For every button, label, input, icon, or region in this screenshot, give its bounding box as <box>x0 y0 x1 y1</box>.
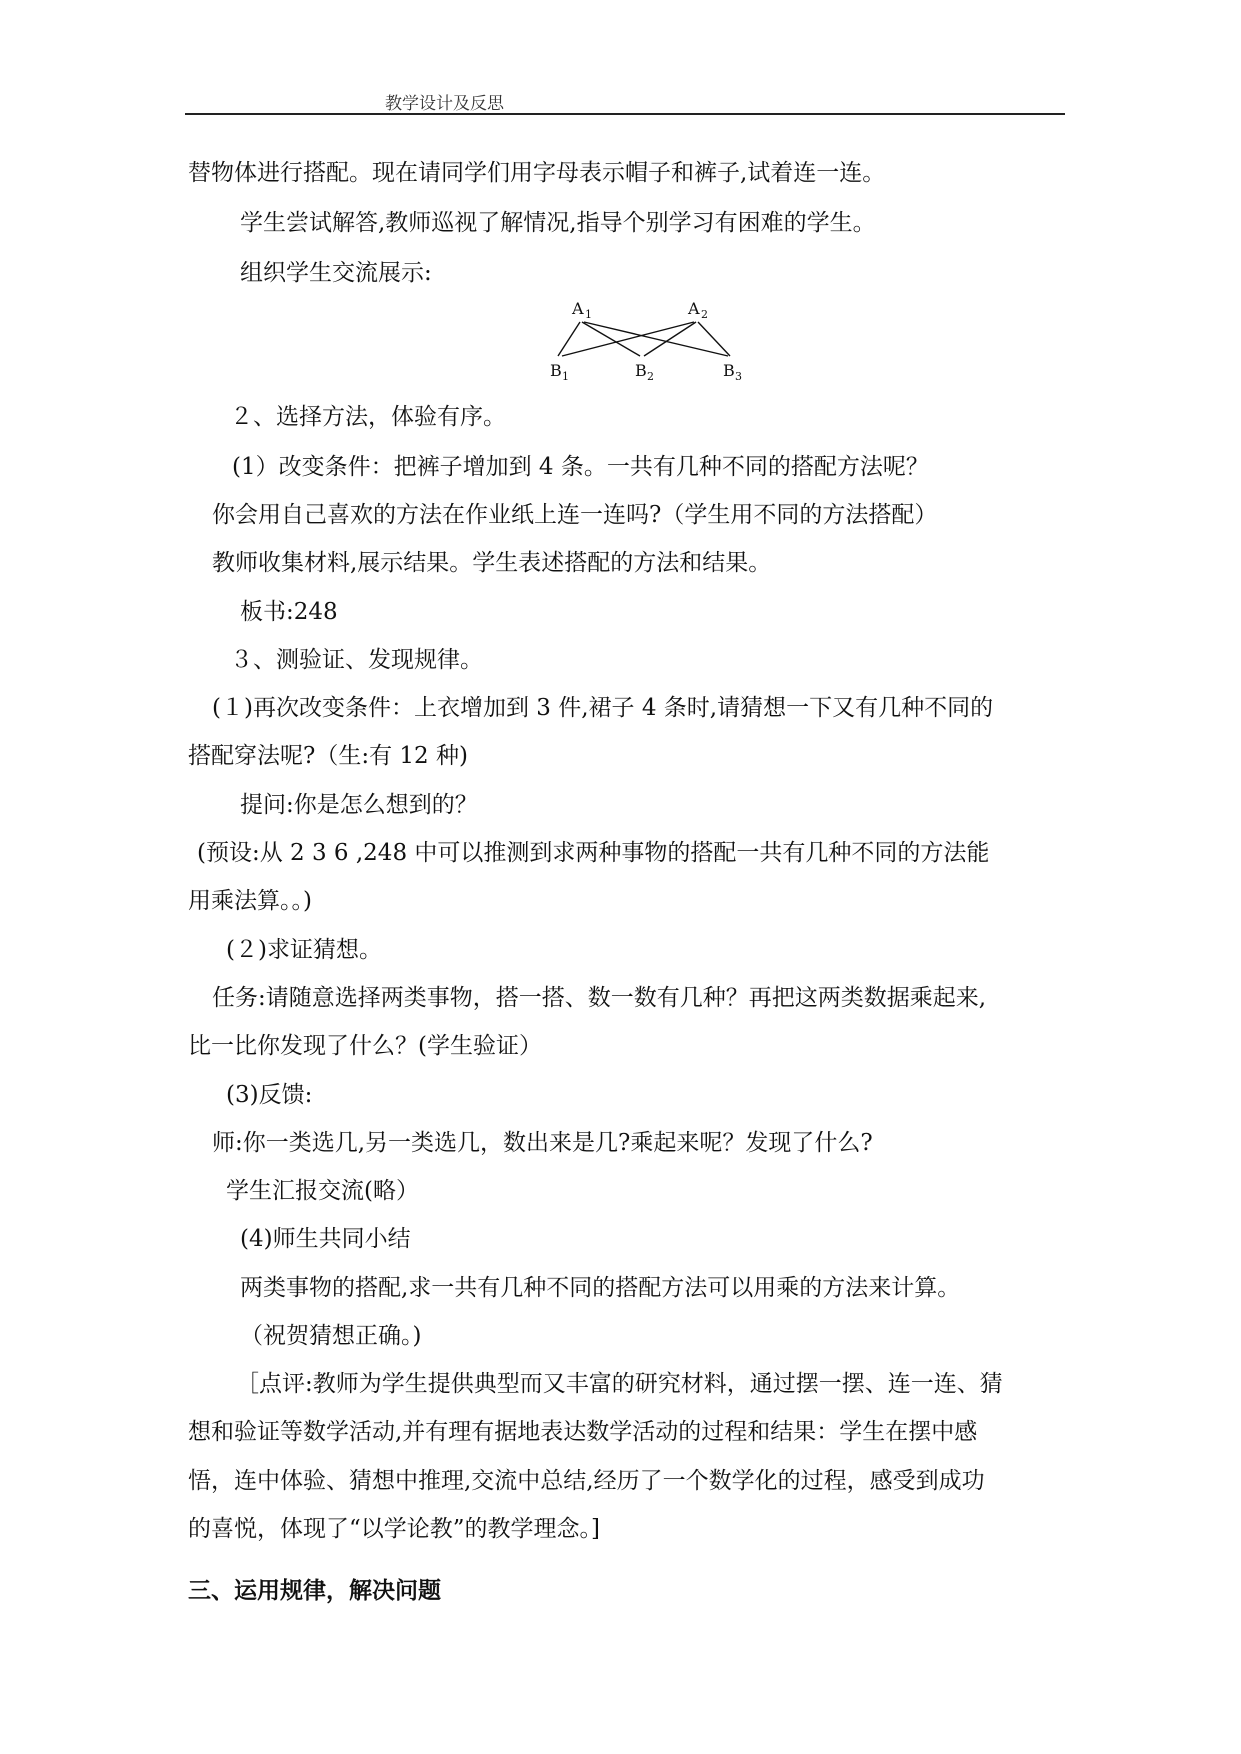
line-a1-b1 <box>558 322 580 356</box>
text-line-15: (２)求证猜想。 <box>226 937 382 963</box>
text-line-12: 提问:你是怎么想到的？ <box>240 792 478 818</box>
svg-text:3: 3 <box>735 370 742 383</box>
line-a2-b3 <box>698 322 730 356</box>
line-a1-b3 <box>584 322 728 356</box>
label-b3 <box>723 361 742 383</box>
text-line-26: 悟，连中体验、猜想中推理,交流中总结,经历了一个数学化的过程，感受到成功 <box>188 1468 985 1494</box>
text-line-22: 两类事物的搭配,求一共有几种不同的搭配方法可以用乘的方法来计算。 <box>240 1275 961 1301</box>
text-line-19: 师:你一类选几,另一类选几，数出来是几?乘起来呢？发现了什么? <box>212 1130 873 1156</box>
matching-diagram <box>540 298 760 388</box>
svg-text:A: A <box>572 299 584 318</box>
svg-text:A: A <box>688 299 700 318</box>
svg-text:B: B <box>723 361 735 380</box>
svg-text:2: 2 <box>647 370 654 383</box>
text-line-6: 你会用自己喜欢的方法在作业纸上连一连吗?（学生用不同的方法搭配） <box>212 502 938 528</box>
label-a2 <box>687 299 708 321</box>
text-line-3: 组织学生交流展示: <box>240 260 432 286</box>
svg-text:1: 1 <box>585 308 592 321</box>
svg-text:B: B <box>550 361 562 380</box>
svg-text:2: 2 <box>701 308 708 321</box>
text-line-4: ２、选择方法，体验有序。 <box>230 404 506 430</box>
text-line-8: 板书:248 <box>240 599 338 625</box>
label-a1 <box>571 299 592 321</box>
label-b2 <box>635 361 654 383</box>
header-rule <box>185 113 1065 115</box>
text-line-25: 想和验证等数学活动,并有理有据地表达数学活动的过程和结果：学生在摆中感 <box>188 1419 978 1445</box>
text-line-23: （祝贺猜想正确。) <box>240 1323 422 1349</box>
text-line-11: 搭配穿法呢?（生:有 12 种) <box>188 743 468 769</box>
section-heading: 三、运用规律，解决问题 <box>188 1578 441 1604</box>
text-line-1: 替物体进行搭配。现在请同学们用字母表示帽子和裤子,试着连一连。 <box>188 160 886 186</box>
text-line-10: (１)再次改变条件：上衣增加到 3 件,裙子 4 条时,请猜想一下又有几种不同的 <box>212 695 994 721</box>
line-a2-b2 <box>644 322 696 356</box>
text-line-16: 任务:请随意选择两类事物，搭一搭、数一数有几种？再把这两类数据乘起来, <box>212 985 987 1011</box>
text-line-5: (1）改变条件：把裤子增加到 4 条。一共有几种不同的搭配方法呢？ <box>232 454 929 480</box>
svg-text:1: 1 <box>562 370 569 383</box>
text-line-17: 比一比你发现了什么？(学生验证） <box>188 1033 542 1059</box>
text-line-20: 学生汇报交流(略） <box>226 1178 419 1204</box>
text-line-27: 的喜悦，体现了“以学论教”的教学理念。] <box>188 1516 600 1542</box>
text-line-9: ３、测验证、发现规律。 <box>230 647 483 673</box>
page-header-title: 教学设计及反思 <box>385 94 504 114</box>
text-line-21: (4)师生共同小结 <box>240 1226 411 1252</box>
line-a2-b1 <box>562 322 694 356</box>
text-line-13: (预设:从 2 3 6 ,248 中可以推测到求两种事物的搭配一共有几种不同的方法能 <box>197 840 990 866</box>
label-b1 <box>550 361 569 383</box>
svg-text:B: B <box>635 361 647 380</box>
text-line-14: 用乘法算。。) <box>188 888 312 914</box>
text-line-7: 教师收集材料,展示结果。学生表述搭配的方法和结果。 <box>212 550 772 576</box>
text-line-2: 学生尝试解答,教师巡视了解情况,指导个别学习有困难的学生。 <box>240 210 876 236</box>
text-line-24: ［点评:教师为学生提供典型而又丰富的研究材料，通过摆一摆、连一连、猜 <box>236 1371 1003 1397</box>
text-line-18: (3)反馈: <box>226 1082 313 1108</box>
line-a1-b2 <box>582 322 640 356</box>
